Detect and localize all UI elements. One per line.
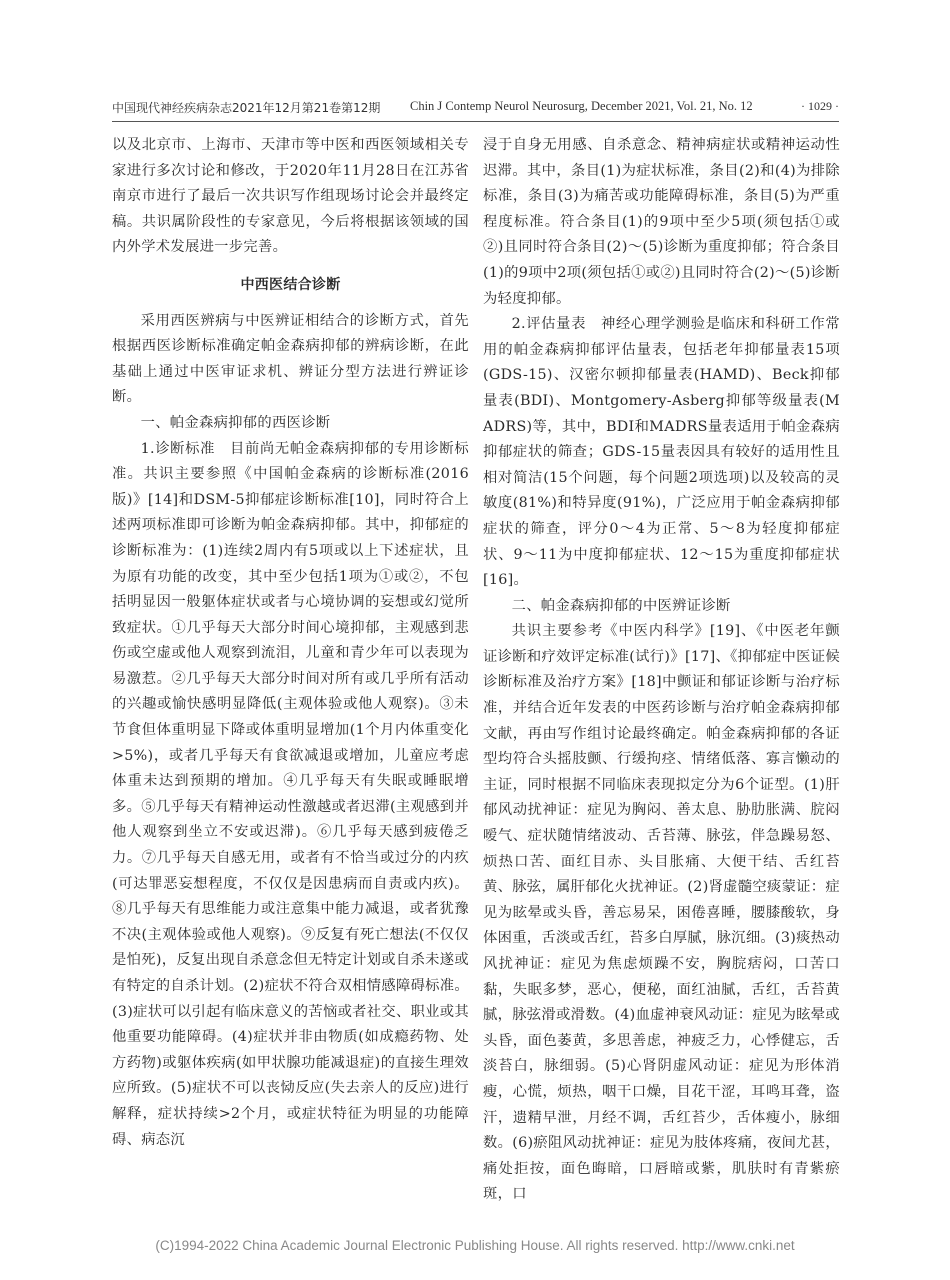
journal-title-cn: 中国现代神经疾病杂志2021年12月第21卷第12期	[112, 101, 381, 115]
right-column	[483, 133, 840, 1208]
left-column	[112, 133, 469, 1153]
copyright-footer: (C)1994-2022 China Academic Journal Electronic Publishing House. All rights reserved. http://www.cnki.net	[155, 1238, 795, 1253]
paragraph: 2.评估量表 神经心理学测验是临床和科研工作常用的帕金森病抑郁评估量表，包括老年抑郁量表15项(GDS-15)、汉密尔顿抑郁量表(HAMD)、Beck抑郁量表(BDI)、Montgomery-Asberg抑郁等级量表(MADRS)等，其中，BDI和MADRS量表适用于帕金森病抑郁症状的筛查；GDS-15量表因具有较好的适用性且相对简洁(15个问题，每个问题2项选项)以及较高的灵敏度(81%)和特异度(91%)，广泛应用于帕金森病抑郁症状的筛查，评分0～4为正常、5～8为轻度抑郁症状、9～11为中度抑郁症状、12～15为重度抑郁症状[16]。	[483, 316, 840, 589]
paragraph: 以及北京市、上海市、天津市等中医和西医领域相关专家进行多次讨论和修改，于2020年11月28日在江苏省南京市进行了最后一次共识写作组现场讨论会并最终定稿。共识属阶段性的专家意见，今后将根据该领域的国内外学术发展进一步完善。	[112, 137, 469, 256]
subsection-heading: 二、帕金森病抑郁的中医辨证诊断	[511, 597, 731, 614]
paragraph: 浸于自身无用感、自杀意念、精神病症状或精神运动性迟滞。其中，条目(1)为症状标准，条目(2)和(4)为排除标准，条目(3)为痛苦或功能障碍标准，条目(5)为严重程度标准。符合条目(1)的9项中至少5项(须包括①或②)且同时符合条目(2)～(5)诊断为重度抑郁；符合条目(1)的9项中2项(须包括①或②)且同时符合(2)～(5)诊断为轻度抑郁。	[483, 137, 840, 307]
journal-title-en: Chin J Contemp Neurol Neurosurg, December 2021, Vol. 21, No. 12	[410, 99, 753, 113]
page-number: · 1029 ·	[801, 99, 839, 113]
running-header	[112, 99, 839, 119]
paragraph: 1.诊断标准 目前尚无帕金森病抑郁的专用诊断标准。共识主要参照《中国帕金森病的诊断标准(2016版)》[14]和DSM-5抑郁症诊断标准[10]，同时符合上述两项标准即可诊断为帕金森病抑郁。其中，抑郁症的诊断标准为：(1)连续2周内有5项或以上下述症状，且为原有功能的改变，其中至少包括1项为①或②，不包括明显因一般躯体症状或者与心境协调的妄想或幻觉所致症状。①几乎每天大部分时间心境抑郁，主观感到悲伤或空虚或他人观察到流泪，儿童和青少年可以表现为易激惹。②几乎每天大部分时间对所有或几乎所有活动的兴趣或愉快感明显降低(主观体验或他人观察)。③未节食但体重明显下降或体重明显增加(1个月内体重变化>5%)，或者几乎每天有食欲减退或增加，儿童应考虑体重未达到预期的增加。④几乎每天有失眠或睡眠增多。⑤几乎每天有精神运动性激越或者迟滞(主观感到并他人观察到坐立不安或迟滞)。⑥几乎每天感到疲倦乏力。⑦几乎每天自感无用，或者有不恰当或过分的内疚(可达罪恶妄想程度，不仅仅是因患病而自责或内疚)。⑧几乎每天有思维能力或注意集中能力减退，或者犹豫不决(主观体验或他人观察)。⑨反复有死亡想法(不仅仅是怕死)，反复出现自杀意念但无特定计划或自杀未遂或有特定的自杀计划。(2)症状不符合双相情感障碍标准。(3)症状可以引起有临床意义的苦恼或者社交、职业或其他重要功能障碍。(4)症状并非由物质(如成瘾药物、处方药物)或躯体疾病(如甲状腺功能减退症)的直接生理效应所致。(5)症状不可以丧恸反应(失去亲人的反应)进行解释，症状持续>2个月，或症状特征为明显的功能障碍、病态沉	[112, 440, 469, 1148]
section-heading: 中西医结合诊断	[240, 276, 341, 293]
paragraph: 共识主要参考《中医内科学》[19]、《中医老年颤证诊断和疗效评定标准(试行)》[17]、《抑郁症中医证候诊断标准及治疗方案》[18]中颤证和郁证诊断与治疗标准，并结合近年发表的中医药诊断与治疗帕金森病抑郁文献，再由写作组讨论最终确定。帕金森病抑郁的各证型均符合头摇肢颤、行缓拘痉、情绪低落、寡言懒动的主证，同时根据不同临床表现拟定分为6个证型。(1)肝郁风动扰神证：症见为胸闷、善太息、胁肋胀满、脘闷嗳气、症状随情绪波动、舌苔薄、脉弦，伴急躁易怒、烦热口苦、面红目赤、头目胀痛、大便干结、舌红苔黄、脉弦，属肝郁化火扰神证。(2)肾虚髓空痰蒙证：症见为眩晕或头昏，善忘易呆，困倦喜睡，腰膝酸软，身体困重，舌淡或舌红，苔多白厚腻，脉沉细。(3)痰热动风扰神证：症见为焦虑烦躁不安，胸脘痞闷，口苦口黏，失眠多梦，恶心，便秘，面红油腻，舌红，舌苔黄腻，脉弦滑或滑数。(4)血虚神衰风动证：症见为眩晕或头昏，面色萎黄，多思善虑，神疲乏力，心悸健忘，舌淡苔白，脉细弱。(5)心肾阴虚风动证：症见为形体消瘦，心慌，烦热，咽干口燥，目花干涩，耳鸣耳聋，盗汗，遗精早泄，月经不调，舌红苔少，舌体瘦小，脉细数。(6)瘀阻风动扰神证：症见为肢体疼痛，夜间尤甚，痛处拒按，面色晦暗，口唇暗或紫，肌肤时有青紫瘀斑，口	[483, 623, 840, 1203]
subsection-heading: 一、帕金森病抑郁的西医诊断	[140, 414, 331, 431]
header-rule	[112, 121, 839, 122]
paragraph: 采用西医辨病与中医辨证相结合的诊断方式，首先根据西医诊断标准确定帕金森病抑郁的辨病诊断，在此基础上通过中医审证求机、辨证分型方法进行辨证诊断。	[112, 312, 469, 406]
